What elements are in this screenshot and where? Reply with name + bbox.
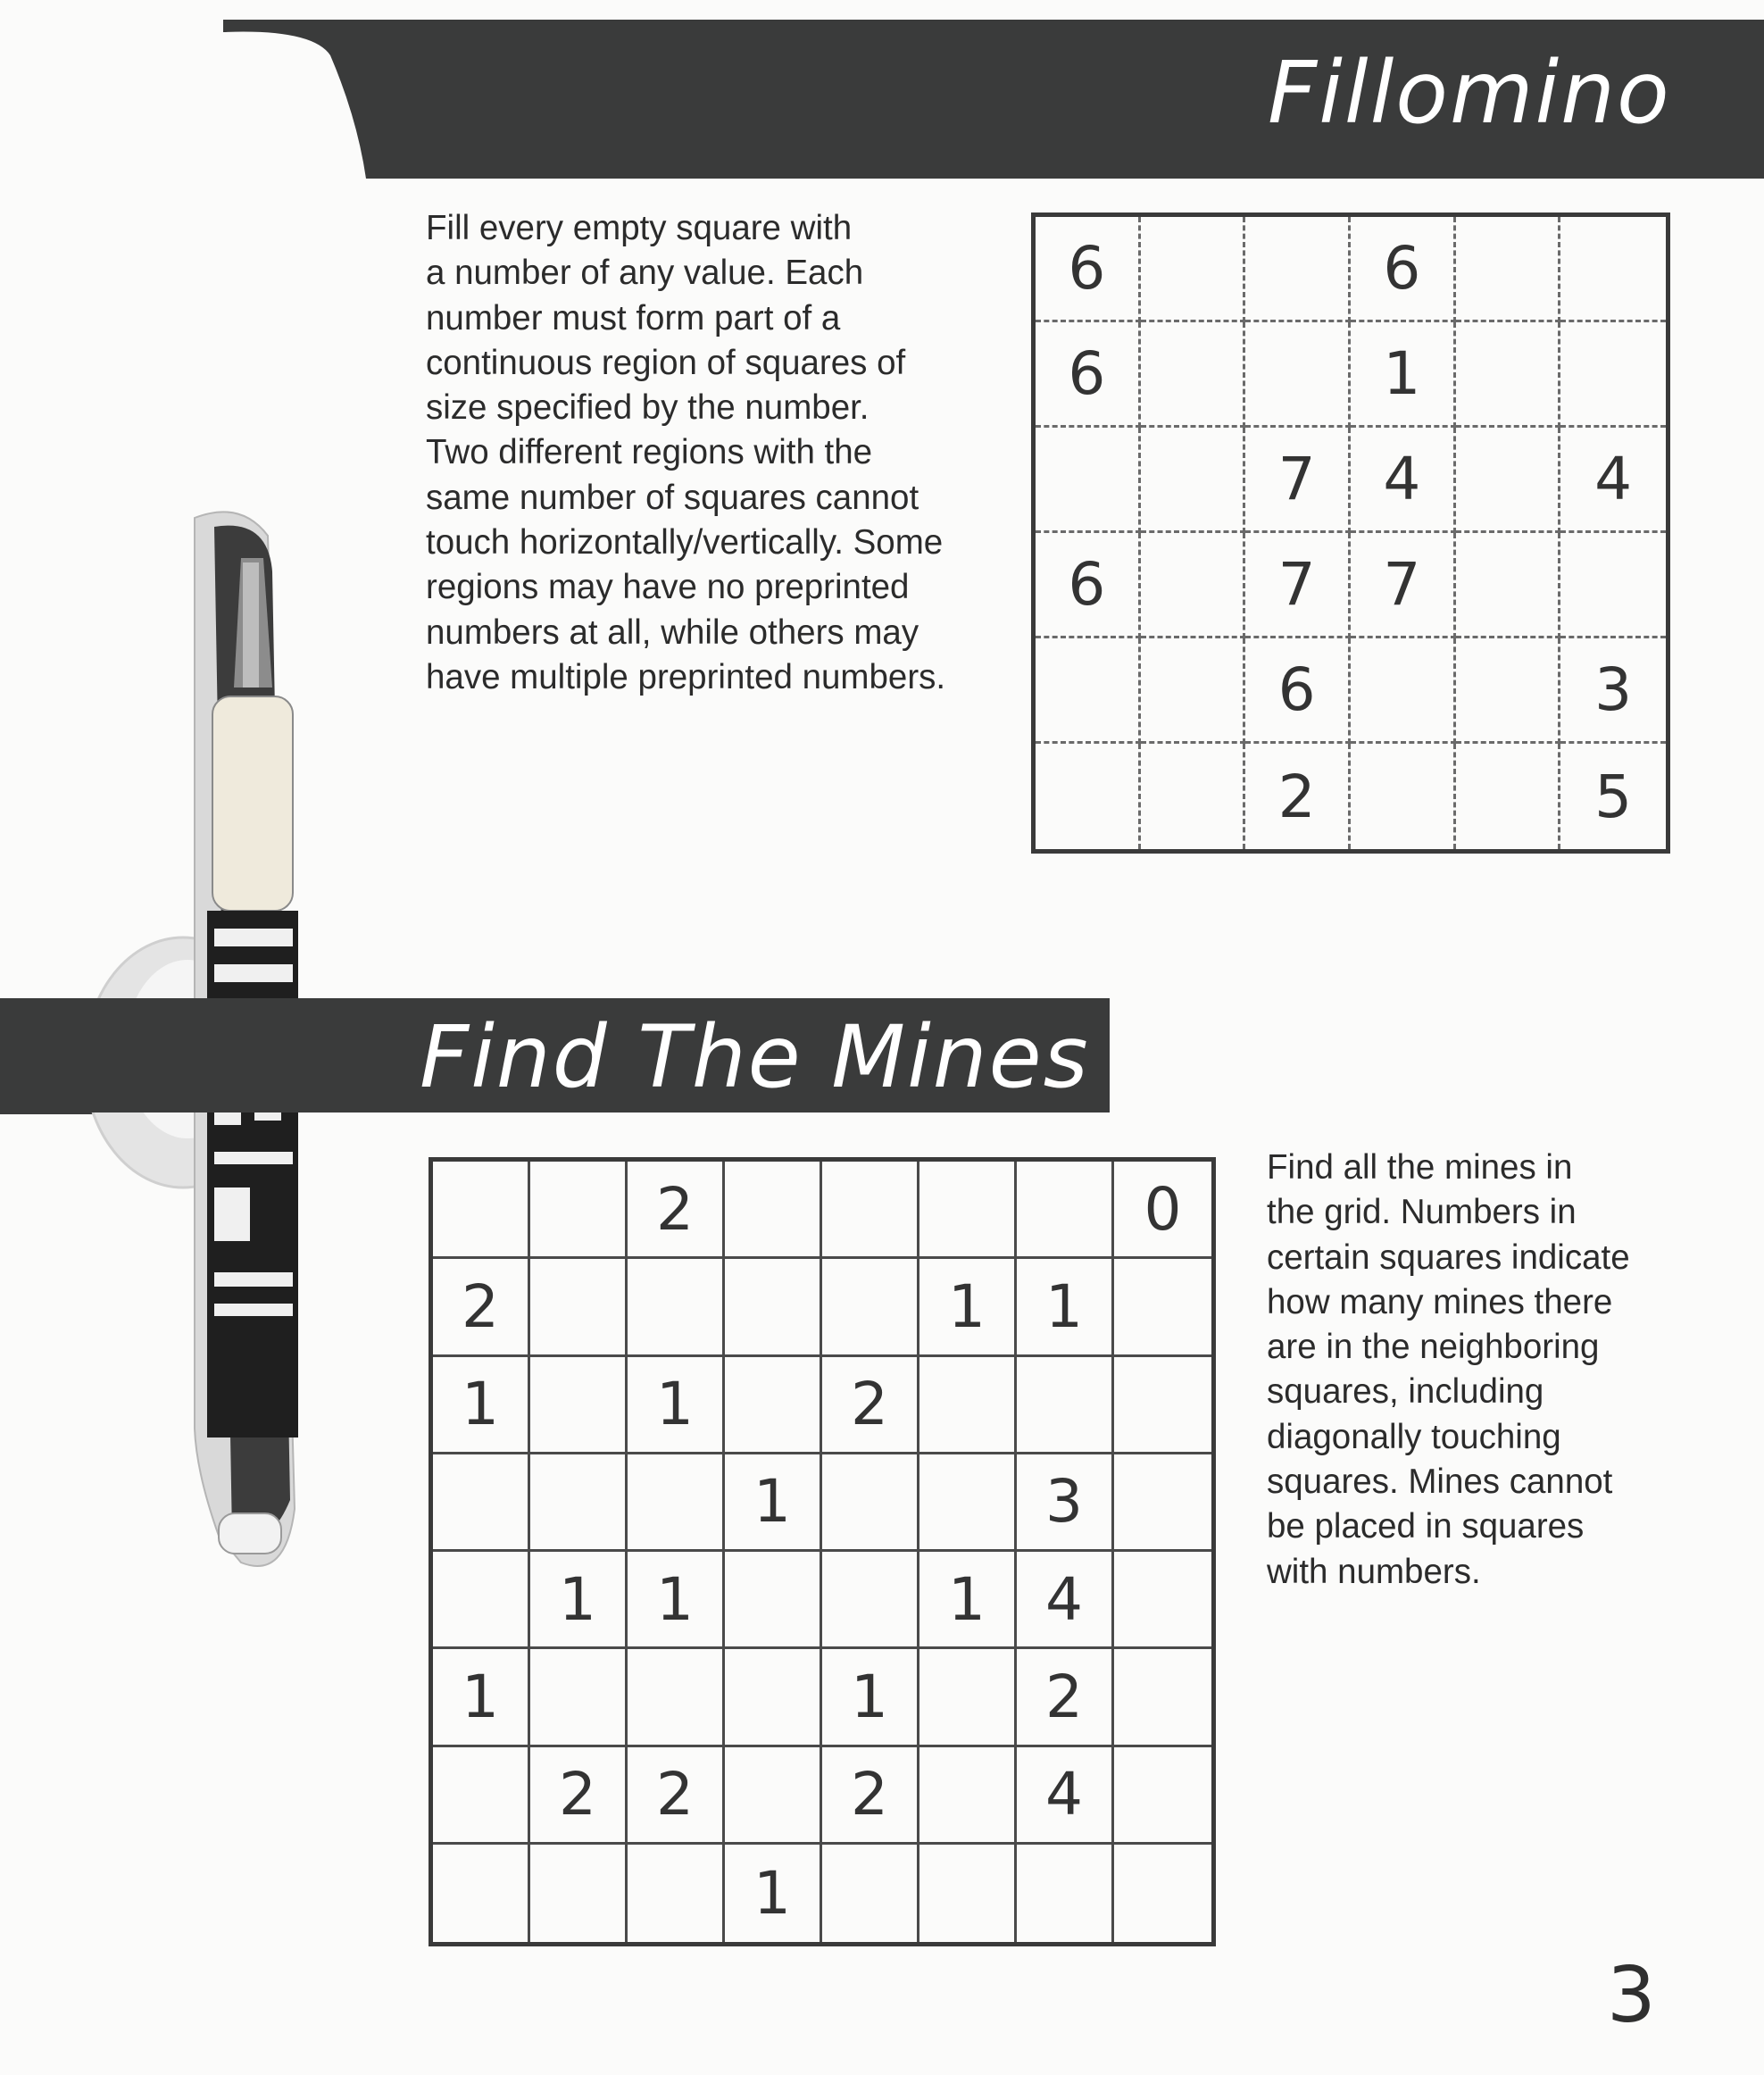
mines-cell[interactable] xyxy=(1114,1845,1211,1942)
mines-cell[interactable]: 0 xyxy=(1114,1162,1211,1259)
mines-cell[interactable]: 2 xyxy=(530,1747,628,1845)
instruction-line: the grid. Numbers in xyxy=(1267,1193,1577,1232)
mines-cell[interactable] xyxy=(725,1552,822,1649)
mines-cell[interactable] xyxy=(1114,1259,1211,1356)
instruction-line: Find all the mines in xyxy=(1267,1148,1573,1187)
fillomino-cell[interactable]: 6 xyxy=(1351,217,1456,322)
fillomino-cell[interactable] xyxy=(1036,744,1141,849)
mines-cell[interactable] xyxy=(1114,1747,1211,1845)
mines-cell[interactable] xyxy=(919,1357,1017,1454)
mines-cell[interactable] xyxy=(433,1552,530,1649)
mines-cell[interactable] xyxy=(725,1747,822,1845)
instruction-line: have multiple preprinted numbers. xyxy=(426,657,946,696)
mines-cell[interactable] xyxy=(822,1552,919,1649)
instruction-line: regions may have no preprinted xyxy=(426,568,910,607)
pen-image xyxy=(0,0,357,1607)
instruction-line: with numbers. xyxy=(1267,1552,1481,1591)
instruction-line: certain squares indicate xyxy=(1267,1238,1630,1277)
fillomino-cell[interactable]: 6 xyxy=(1036,322,1141,428)
mines-cell[interactable]: 2 xyxy=(628,1747,725,1845)
instruction-line: size specified by the number. xyxy=(426,388,870,428)
mines-cell[interactable]: 2 xyxy=(822,1747,919,1845)
fillomino-cell[interactable] xyxy=(1245,322,1351,428)
mines-cell[interactable]: 4 xyxy=(1017,1552,1114,1649)
mines-cell[interactable] xyxy=(725,1162,822,1259)
instruction-line: Fill every empty square with xyxy=(426,209,853,247)
fillomino-cell[interactable] xyxy=(1560,217,1666,322)
mines-cell[interactable]: 2 xyxy=(1017,1649,1114,1746)
fillomino-cell[interactable] xyxy=(1456,217,1561,322)
fillomino-cell[interactable] xyxy=(1141,428,1246,533)
mines-cell[interactable] xyxy=(1114,1454,1211,1552)
instruction-line: touch horizontally/vertically. Some xyxy=(426,523,944,562)
mines-cell[interactable] xyxy=(822,1259,919,1356)
instruction-line: numbers at all, while others may xyxy=(426,612,919,652)
mines-cell[interactable] xyxy=(1017,1162,1114,1259)
mines-cell[interactable] xyxy=(433,1845,530,1942)
instruction-line: diagonally touching xyxy=(1267,1417,1561,1456)
fillomino-cell[interactable] xyxy=(1456,322,1561,428)
mines-cell[interactable]: 2 xyxy=(628,1162,725,1259)
mines-cell[interactable]: 1 xyxy=(628,1357,725,1454)
fillomino-cell[interactable]: 2 xyxy=(1245,744,1351,849)
mines-cell[interactable]: 2 xyxy=(433,1259,530,1356)
mines-cell[interactable] xyxy=(725,1357,822,1454)
instruction-line: Two different regions with the xyxy=(426,433,873,472)
mines-cell[interactable]: 1 xyxy=(919,1552,1017,1649)
mines-cell[interactable]: 1 xyxy=(530,1552,628,1649)
mines-cell[interactable]: 4 xyxy=(1017,1747,1114,1845)
mines-cell[interactable] xyxy=(919,1747,1017,1845)
instruction-line: squares, including xyxy=(1267,1372,1544,1412)
mines-cell[interactable] xyxy=(725,1649,822,1746)
mines-cell[interactable]: 1 xyxy=(919,1259,1017,1356)
mines-cell[interactable]: 3 xyxy=(1017,1454,1114,1552)
mines-cell[interactable] xyxy=(530,1259,628,1356)
mines-cell[interactable] xyxy=(919,1845,1017,1942)
mines-cell[interactable]: 1 xyxy=(822,1649,919,1746)
mines-cell[interactable] xyxy=(530,1357,628,1454)
fillomino-cell[interactable] xyxy=(1141,533,1246,638)
fillomino-cell[interactable] xyxy=(1351,638,1456,744)
fillomino-cell[interactable] xyxy=(1141,638,1246,744)
instruction-line: continuous region of squares of xyxy=(426,343,906,382)
instruction-line: same number of squares cannot xyxy=(426,478,919,517)
mines-cell[interactable] xyxy=(628,1454,725,1552)
fillomino-cell[interactable] xyxy=(1141,217,1246,322)
fillomino-cell[interactable]: 6 xyxy=(1036,217,1141,322)
mines-cell[interactable] xyxy=(530,1845,628,1942)
fillomino-cell[interactable] xyxy=(1351,744,1456,849)
mines-cell[interactable] xyxy=(628,1649,725,1746)
mines-cell[interactable] xyxy=(1017,1845,1114,1942)
fillomino-cell[interactable]: 4 xyxy=(1560,428,1666,533)
instruction-line: a number of any value. Each xyxy=(426,254,864,293)
mines-cell[interactable] xyxy=(530,1162,628,1259)
fillomino-cell[interactable]: 7 xyxy=(1245,533,1351,638)
mines-cell[interactable]: 1 xyxy=(433,1649,530,1746)
mines-cell[interactable] xyxy=(530,1454,628,1552)
fillomino-cell[interactable]: 1 xyxy=(1351,322,1456,428)
fillomino-title: Fillomino xyxy=(1268,43,1671,143)
mines-cell[interactable]: 1 xyxy=(1017,1259,1114,1356)
instruction-line: number must form part of a xyxy=(426,298,841,338)
mines-cell[interactable] xyxy=(1017,1357,1114,1454)
instruction-line: are in the neighboring xyxy=(1267,1328,1600,1367)
fillomino-cell[interactable]: 7 xyxy=(1245,428,1351,533)
instruction-line: squares. Mines cannot xyxy=(1267,1462,1613,1502)
fillomino-cell[interactable]: 3 xyxy=(1560,638,1666,744)
mines-cell[interactable]: 2 xyxy=(822,1357,919,1454)
mines-cell[interactable] xyxy=(530,1649,628,1746)
fillomino-cell[interactable]: 7 xyxy=(1351,533,1456,638)
fillomino-grid xyxy=(1031,212,1670,854)
mines-instructions xyxy=(1267,1146,1630,1595)
mines-cell[interactable]: 1 xyxy=(725,1845,822,1942)
fillomino-cell[interactable]: 5 xyxy=(1594,762,1633,831)
mines-cell[interactable]: 1 xyxy=(628,1552,725,1649)
fillomino-cell[interactable]: 4 xyxy=(1351,428,1456,533)
mines-cell[interactable] xyxy=(433,1747,530,1845)
mines-cell[interactable] xyxy=(919,1162,1017,1259)
mines-cell[interactable] xyxy=(628,1845,725,1942)
mines-cell[interactable]: 1 xyxy=(725,1454,822,1552)
fillomino-cell[interactable] xyxy=(1141,322,1246,428)
fillomino-cell[interactable]: 6 xyxy=(1245,638,1351,744)
mines-cell[interactable] xyxy=(919,1454,1017,1552)
fillomino-cell[interactable] xyxy=(1456,533,1561,638)
fillomino-cell[interactable] xyxy=(1036,638,1141,744)
mines-cell[interactable]: 1 xyxy=(433,1357,530,1454)
fillomino-cell[interactable] xyxy=(1036,428,1141,533)
instruction-line: be placed in squares xyxy=(1267,1507,1585,1546)
mines-cell[interactable] xyxy=(1114,1552,1211,1649)
mines-cell[interactable] xyxy=(822,1454,919,1552)
mines-cell[interactable] xyxy=(822,1845,919,1942)
fillomino-cell[interactable] xyxy=(1560,322,1666,428)
mines-grid xyxy=(429,1157,1216,1946)
mines-cell[interactable] xyxy=(433,1454,530,1552)
mines-cell[interactable] xyxy=(433,1162,530,1259)
mines-cell[interactable] xyxy=(628,1259,725,1356)
fillomino-instructions xyxy=(426,206,945,700)
fillomino-cell[interactable] xyxy=(1456,428,1561,533)
fillomino-cell[interactable]: 6 xyxy=(1036,533,1141,638)
fillomino-cell[interactable] xyxy=(1456,638,1561,744)
fillomino-cell[interactable] xyxy=(1141,744,1246,849)
page-number: 3 xyxy=(1607,1951,1656,2040)
mines-cell[interactable] xyxy=(919,1649,1017,1746)
fillomino-cell[interactable] xyxy=(1245,217,1351,322)
fillomino-cell[interactable] xyxy=(1560,533,1666,638)
mines-cell[interactable] xyxy=(725,1259,822,1356)
mines-cell[interactable] xyxy=(1114,1649,1211,1746)
instruction-line: how many mines there xyxy=(1267,1282,1613,1321)
mines-title: Find The Mines xyxy=(420,1007,1090,1107)
fillomino-cell[interactable] xyxy=(1456,744,1561,849)
mines-cell[interactable] xyxy=(822,1162,919,1259)
mines-cell[interactable] xyxy=(1114,1357,1211,1454)
